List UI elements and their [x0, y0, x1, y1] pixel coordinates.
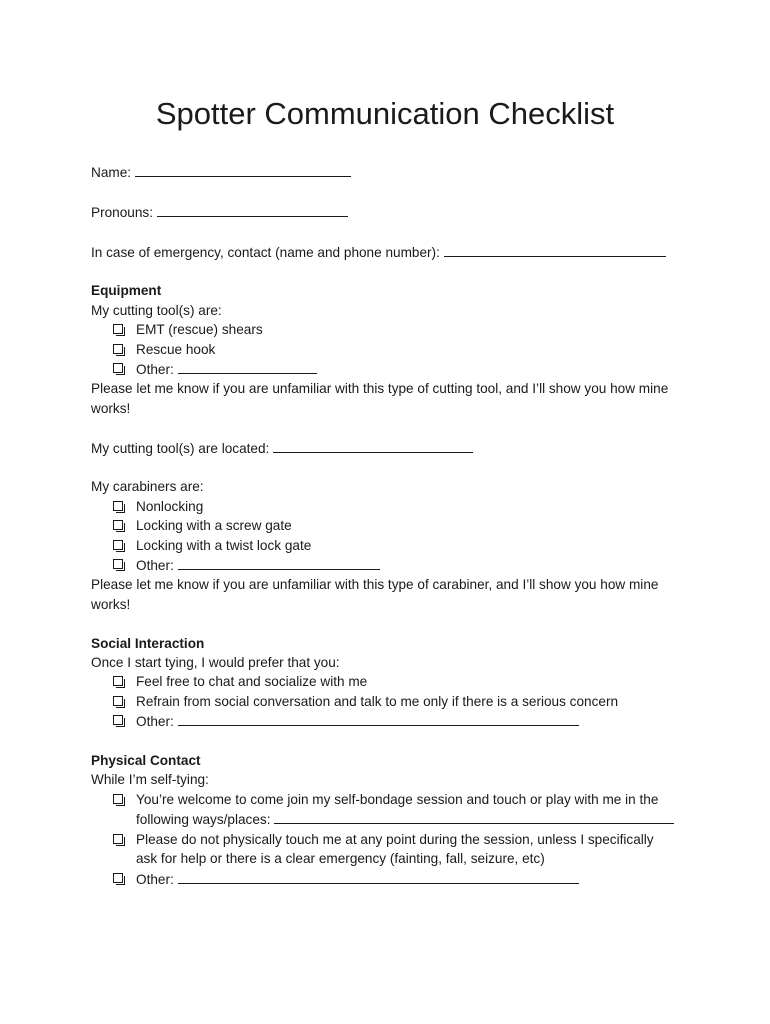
checkbox-icon[interactable] [113, 715, 123, 725]
checkbox-icon[interactable] [113, 559, 123, 569]
carabiner-option-nonlocking[interactable]: Nonlocking [91, 497, 691, 516]
physical-other-blank[interactable] [178, 869, 579, 884]
page-title: Spotter Communication Checklist [155, 96, 615, 131]
carabiner-option-twist-lock[interactable]: Locking with a twist lock gate [91, 536, 691, 555]
physical-option-welcome[interactable]: You’re welcome to come join my self-bondage session and touch or play with me in the [91, 790, 691, 809]
social-intro: Once I start tying, I would prefer that you: [91, 655, 340, 671]
checkbox-icon[interactable] [113, 520, 123, 530]
carabiners-note-line-2: works! [91, 596, 131, 612]
physical-intro: While I’m self-tying: [91, 772, 209, 788]
checkbox-icon[interactable] [113, 324, 123, 334]
emergency-blank[interactable] [444, 242, 666, 257]
social-option-refrain[interactable]: Refrain from social conversation and talk to me only if there is a serious concern [91, 692, 691, 711]
name-blank[interactable] [135, 162, 351, 177]
physical-option-other[interactable]: Other: [91, 869, 691, 889]
equipment-heading: Equipment [91, 283, 162, 299]
checkbox-icon[interactable] [113, 676, 123, 686]
social-other-blank[interactable] [178, 711, 579, 726]
carabiner-other-blank[interactable] [178, 555, 380, 570]
physical-places-blank[interactable] [274, 809, 674, 824]
carabiner-option-screw-gate[interactable]: Locking with a screw gate [91, 516, 691, 535]
social-option-chat[interactable]: Feel free to chat and socialize with me [91, 672, 691, 691]
name-label: Name: [91, 165, 132, 180]
name-field [91, 162, 691, 182]
social-option-other[interactable]: Other: [91, 711, 691, 731]
tool-other-blank[interactable] [178, 359, 317, 374]
tools-note-line-1: Please let me know if you are unfamiliar with this type of cutting tool, and I’ll show you how mine [91, 381, 669, 397]
checkbox-icon[interactable] [113, 540, 123, 550]
tools-note-line-2: works! [91, 400, 131, 416]
tools-intro: My cutting tool(s) are: [91, 302, 222, 318]
pronouns-field [91, 202, 691, 222]
checkbox-icon[interactable] [113, 344, 123, 354]
tool-option-hook[interactable]: Rescue hook [91, 340, 691, 359]
checkbox-icon[interactable] [113, 834, 123, 844]
physical-option-no-touch-cont: ask for help or there is a clear emergency (fainting, fall, seizure, etc) [136, 851, 545, 867]
form-body [91, 162, 691, 889]
physical-option-no-touch[interactable]: Please do not physically touch me at any point during the session, unless I specifically [91, 830, 691, 849]
pronouns-label: Pronouns: [91, 204, 153, 220]
tools-location-field: My cutting tool(s) are located: [91, 438, 691, 458]
checkbox-icon[interactable] [113, 873, 123, 883]
carabiners-intro: My carabiners are: [91, 479, 204, 495]
carabiners-note-line-1: Please let me know if you are unfamiliar with this type of carabiner, and I’ll show you how mine [91, 577, 659, 593]
emergency-label: In case of emergency, contact (name and phone number): [91, 244, 440, 260]
physical-heading: Physical Contact [91, 753, 201, 769]
social-heading: Social Interaction [91, 635, 205, 651]
tool-option-shears[interactable]: EMT (rescue) shears [91, 320, 691, 339]
checkbox-icon[interactable] [113, 794, 123, 804]
pronouns-blank[interactable] [157, 202, 348, 217]
checkbox-icon[interactable] [113, 363, 123, 373]
physical-option-welcome-cont: following ways/places: [91, 809, 691, 829]
emergency-field [91, 242, 691, 262]
tool-option-other[interactable]: Other: [91, 359, 691, 379]
tools-location-blank[interactable] [273, 438, 473, 453]
carabiner-option-other[interactable]: Other: [91, 555, 691, 575]
checkbox-icon[interactable] [113, 501, 123, 511]
checkbox-icon[interactable] [113, 696, 123, 706]
